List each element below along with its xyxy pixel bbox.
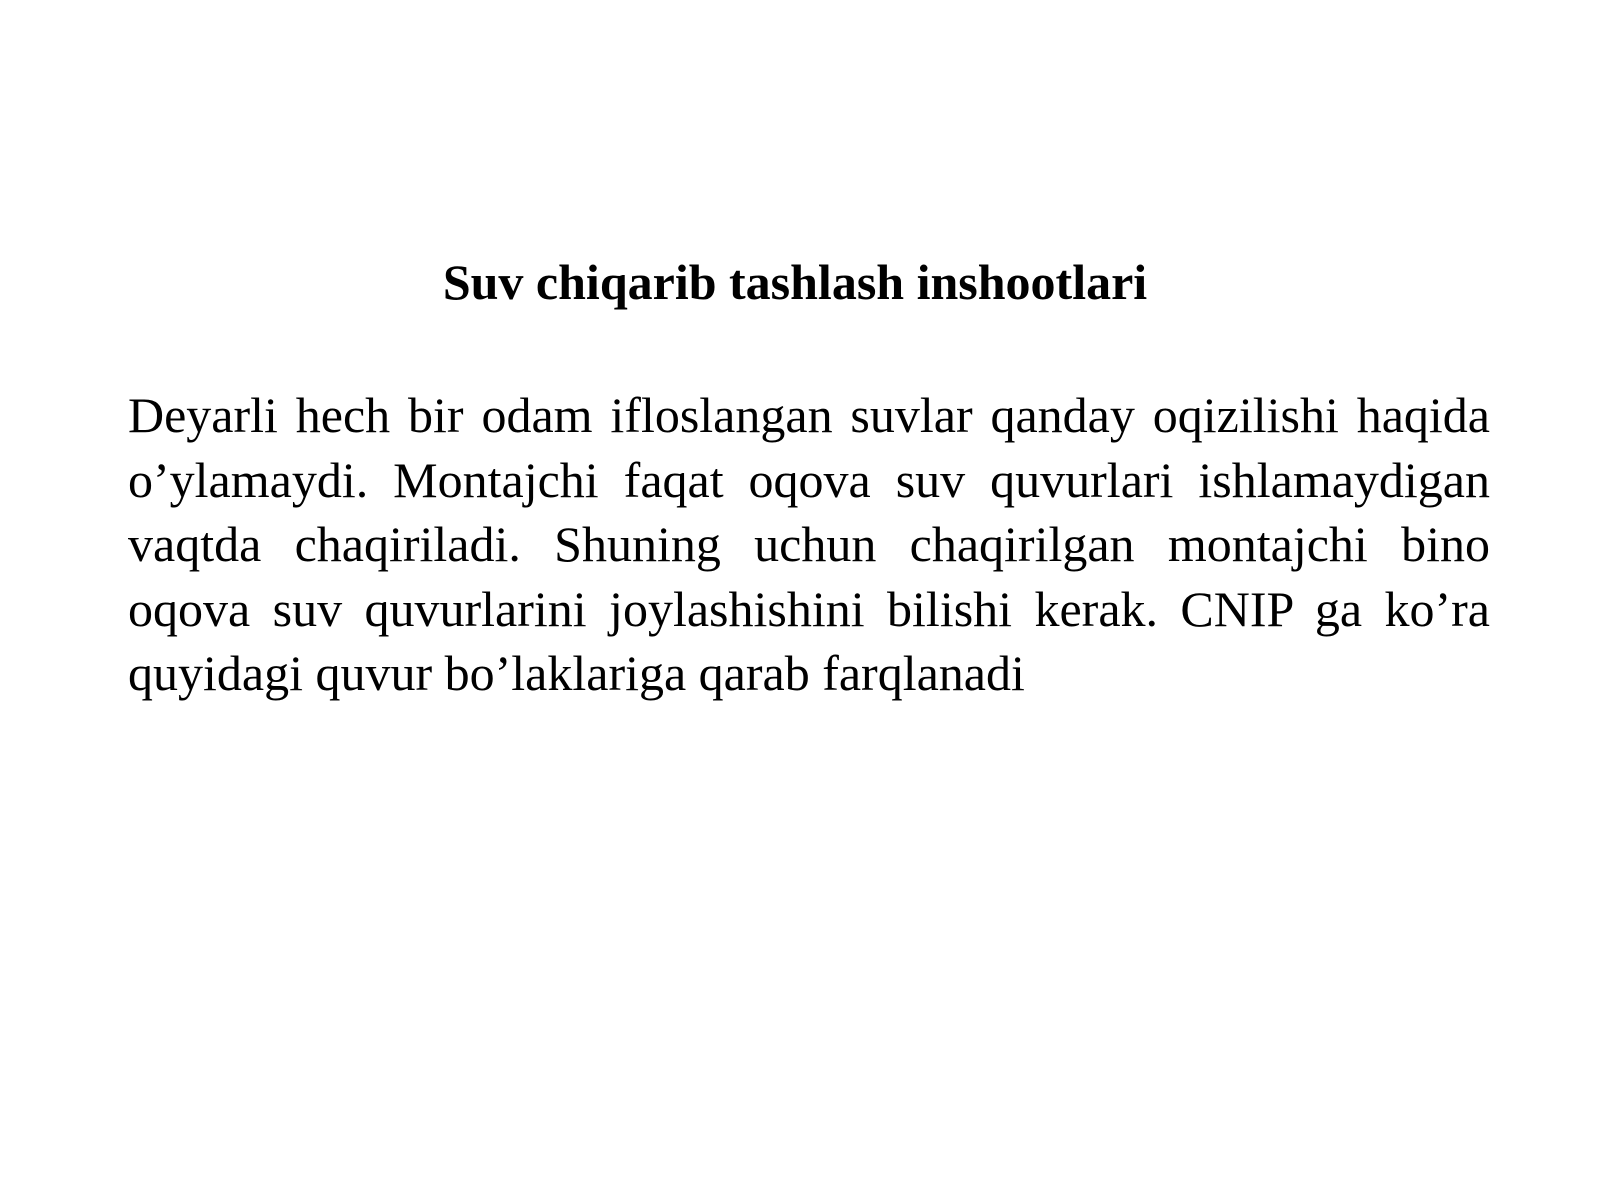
slide-body-text: Deyarli hech bir odam ifloslangan suvlar qanday oqizilishi haqida o’ylamaydi. Montajchi faqat oqova suv quvurlari ishlamaydigan vaqtda chaqiriladi. Shuning uchun chaqirilgan montajchi bino oqova suv quvurlarini joylashishini bilishi kerak. CNIP ga ko’ra quyidagi quvur bo’laklariga qarab farqlanadi — [128, 387, 1490, 701]
slide-title: Suv chiqarib tashlash inshootlari — [442, 254, 1148, 310]
